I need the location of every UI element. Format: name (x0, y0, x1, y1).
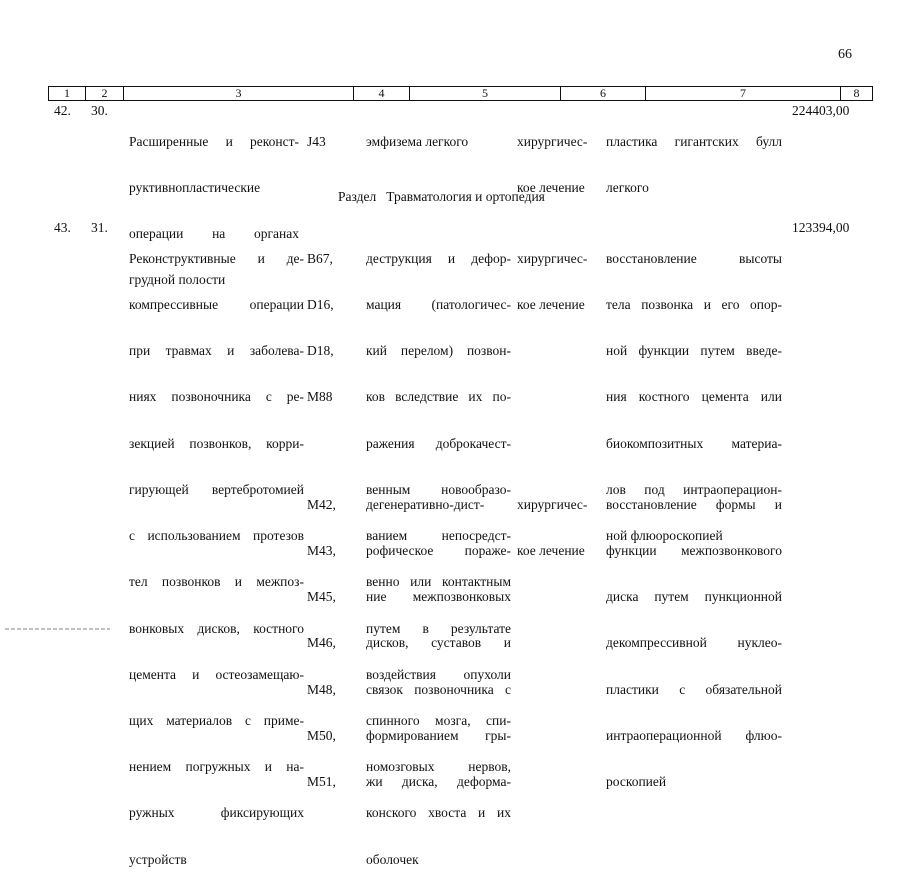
row-43-icd-codes (307, 220, 334, 420)
text-line: мация (патологичес- (366, 297, 511, 313)
text-line: ков вследствие их по- (366, 389, 511, 405)
text-line: пластика гигантских булл (606, 133, 782, 149)
text-line: грудной полости (129, 272, 226, 288)
text-line: ниях позвоночника с ре- (129, 389, 304, 405)
text-line: спинного мозга, спи- (366, 713, 511, 728)
text-line: восстановление высоты (606, 250, 782, 266)
text-line: M42, (307, 496, 336, 512)
text-line: руктивнопластические (129, 180, 261, 196)
table-header-row (48, 86, 873, 101)
text-line: лов под интраоперацион- (606, 481, 782, 497)
text-line: компрессивные операции (129, 297, 304, 313)
text-line: путем в результате (366, 620, 511, 636)
row-42-number: 42. (54, 103, 71, 118)
header-col-4: 4 (354, 87, 410, 100)
text-line: В67, (307, 250, 333, 266)
text-line: ной флюороскопией (606, 528, 723, 544)
text-line: операции на органах (129, 226, 299, 242)
text-line: хирургичес- (517, 250, 588, 266)
row-43b-treatment-type (517, 466, 587, 574)
text-line: номозговых нервов, (366, 759, 511, 775)
row-43b-icd-codes (307, 466, 336, 805)
text-line: M50, (307, 727, 336, 743)
text-line: Реконструктивные и де- (129, 250, 304, 266)
row-43-treatment-type (517, 220, 587, 328)
text-line: биокомпозитных материа- (606, 435, 782, 451)
text-line: при травмах и заболева- (129, 343, 304, 359)
row-43-cost: 123394,00 (792, 220, 850, 235)
header-col-1: 1 (49, 87, 86, 100)
text-line: тела позвонка и его опор- (606, 297, 782, 313)
text-line: цемента и остеозамещаю- (129, 666, 304, 682)
header-col-6: 6 (561, 87, 646, 100)
text-line: эмфизема легкого (366, 133, 469, 149)
text-line: восстановление формы и (606, 496, 782, 512)
text-line: диска путем пункционной (606, 589, 782, 605)
text-line: связок позвоночника с (366, 681, 511, 697)
header-col-2: 2 (86, 87, 124, 100)
text-line: J43 (307, 133, 326, 149)
text-line: роскопией (606, 774, 667, 790)
row-42-subnumber: 30. (91, 103, 108, 118)
text-line: Расширенные и реконст- (129, 133, 299, 149)
text-line: кое лечение (517, 297, 585, 313)
row-43b-diagnosis (366, 466, 511, 805)
text-line: M51, (307, 774, 336, 790)
text-line: пластики с обязательной (606, 681, 782, 697)
text-line: нением погружных и на- (129, 759, 304, 775)
text-line: ние межпозвонковых (366, 589, 511, 605)
text-line: легкого (606, 180, 649, 196)
text-line: с использованием протезов (129, 528, 304, 544)
row-43-method-group (129, 220, 304, 882)
text-line: оболочек (366, 851, 419, 867)
text-line: M48, (307, 681, 336, 697)
row-43-number: 43. (54, 220, 71, 235)
text-line: жи диска, деформа- (366, 774, 511, 790)
text-line: хирургичес- (517, 133, 588, 149)
text-line: хирургичес- (517, 496, 588, 512)
text-line: конского хвоста и их (366, 805, 511, 821)
text-line: устройств (129, 851, 187, 867)
text-line: воздействия опухоли (366, 666, 511, 682)
text-line: деструкция и дефор- (366, 250, 511, 266)
text-line: венным новообразо- (366, 481, 511, 497)
text-line: M88 (307, 389, 333, 405)
text-line: зекцией позвонков, корри- (129, 435, 304, 451)
text-line: дегенеративно-дист- (366, 496, 485, 512)
text-line: кое лечение (517, 543, 585, 559)
row-42-icd-codes (307, 103, 326, 165)
text-line: D16, (307, 297, 334, 313)
text-line: декомпрессивной нуклео- (606, 635, 782, 651)
header-col-3: 3 (124, 87, 354, 100)
text-line: вонковых дисков, костного (129, 620, 304, 636)
text-line: кий перелом) позвон- (366, 343, 511, 359)
text-line: рофическое пораже- (366, 543, 511, 559)
page-number: 66 (838, 47, 852, 62)
header-col-7: 7 (646, 87, 841, 100)
text-line: формированием гры- (366, 727, 511, 743)
text-line: тел позвонков и межпоз- (129, 574, 304, 590)
text-line: интраоперационной флюо- (606, 727, 782, 743)
text-line: ванием непосредст- (366, 528, 511, 544)
text-line: ражения доброкачест- (366, 435, 511, 451)
text-line: функции межпозвонкового (606, 543, 782, 559)
row-42-diagnosis (366, 103, 468, 165)
text-line: M45, (307, 589, 336, 605)
row-43b-method (606, 466, 782, 805)
text-line: ружных фиксирующих (129, 805, 304, 821)
text-line: венно или контактным (366, 574, 511, 590)
row-43-subnumber: 31. (91, 220, 108, 235)
text-line: кое лечение (517, 180, 585, 196)
text-line: ной функции путем введе- (606, 343, 782, 359)
text-line: гирующей вертебротомией (129, 481, 304, 497)
scan-artifact (5, 628, 110, 630)
text-line: M46, (307, 635, 336, 651)
row-42-method (606, 103, 782, 211)
header-col-8: 8 (853, 86, 860, 100)
text-line: ния костного цемента или (606, 389, 782, 405)
text-line: дисков, суставов и (366, 635, 511, 651)
header-col-5: 5 (410, 87, 561, 100)
row-42-cost: 224403,00 (792, 103, 850, 118)
text-line: щих материалов с приме- (129, 713, 304, 728)
text-line: M43, (307, 543, 336, 559)
text-line: D18, (307, 343, 334, 359)
section-title: Раздел Травматология и ортопедия (338, 189, 545, 204)
